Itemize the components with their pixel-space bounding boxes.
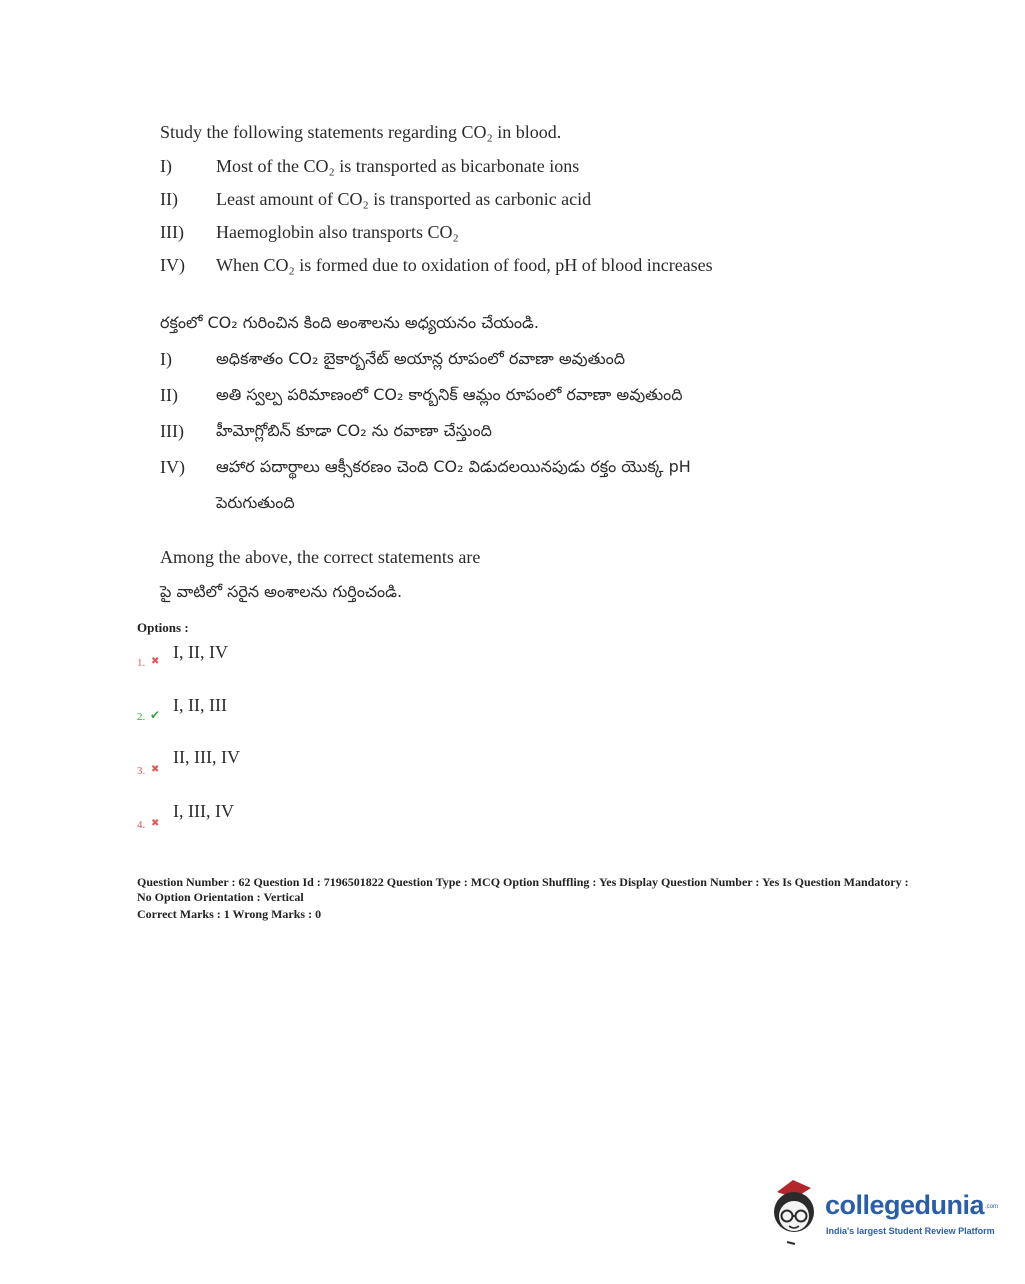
marks-meta: Correct Marks : 1 Wrong Marks : 0 <box>137 907 322 921</box>
question-meta: Question Number : 62 Question Id : 7196501822 Question Type : MCQ Option Shuffling : Yes Display Question Number : Yes Is Question Mandatory : No Option Orientation : Vertical <box>137 875 909 904</box>
statement-text: When CO₂ is formed due to oxidation of food, pH of blood increases <box>216 255 713 275</box>
statement-text: అతి స్వల్ప పరిమాణంలో CO₂ కార్బనిక్ ఆమ్లం రూపంలో రవాణా అవుతుంది <box>216 385 683 404</box>
option-number: 3. <box>137 765 146 777</box>
option-number: 2. <box>137 711 146 723</box>
statement-number: II) <box>160 189 178 209</box>
wrong-cross-icon: ✖ <box>151 818 160 829</box>
logo-dotcom: .com <box>985 1204 999 1210</box>
statement-text: Least amount of CO₂ is transported as carbonic acid <box>216 189 592 209</box>
statement-text: Haemoglobin also transports CO₂ <box>216 222 459 242</box>
option-text: II, III, IV <box>173 747 240 767</box>
option-number: 4. <box>137 819 146 831</box>
option-text: I, II, IV <box>173 642 228 662</box>
statement-te-4-continuation: పెరుగుతుంది <box>216 493 295 512</box>
mascot-icon <box>767 1176 825 1248</box>
statement-text: Most of the CO₂ is transported as bicarbonate ions <box>216 156 580 176</box>
option-number: 1. <box>137 657 146 669</box>
wrong-cross-icon: ✖ <box>151 764 160 775</box>
option-text: I, II, III <box>173 695 227 715</box>
statement-number: I) <box>160 349 172 369</box>
statement-number: IV) <box>160 457 185 477</box>
logo-wordmark: collegedunia <box>825 1190 985 1220</box>
statement-text: అధికశాతం CO₂ బైకార్బనేట్ అయాన్ల రూపంలో రవాణా అవుతుంది <box>216 349 626 368</box>
collegedunia-logo[interactable] <box>767 1176 997 1248</box>
options-label: Options : <box>137 620 189 635</box>
option-text: I, III, IV <box>173 801 234 821</box>
statement-number: III) <box>160 222 184 242</box>
wrong-cross-icon: ✖ <box>151 656 160 667</box>
logo-tagline: India's largest Student Review Platform <box>826 1226 995 1236</box>
statement-number: II) <box>160 385 178 405</box>
statement-number: I) <box>160 156 172 176</box>
prompt-telugu: పై వాటిలో సరైన అంశాలను గుర్తించండి. <box>160 582 403 601</box>
statement-text: హీమోగ్లోబిన్ కూడా CO₂ ను రవాణా చేస్తుంది <box>216 421 492 440</box>
prompt-english: Among the above, the correct statements are <box>160 547 481 567</box>
question-stem-english: Study the following statements regarding CO₂ in blood. <box>160 122 562 142</box>
question-stem-telugu: రక్తంలో CO₂ గురించిన కింది అంశాలను అధ్యయనం చేయండి. <box>160 313 539 332</box>
statement-number: III) <box>160 421 184 441</box>
correct-check-icon: ✔ <box>150 708 161 722</box>
statement-text: ఆహార పదార్థాలు ఆక్సీకరణం చెంది CO₂ విడుదలయినపుడు రక్తం యొక్క pH <box>216 457 691 476</box>
statement-number: IV) <box>160 255 185 275</box>
